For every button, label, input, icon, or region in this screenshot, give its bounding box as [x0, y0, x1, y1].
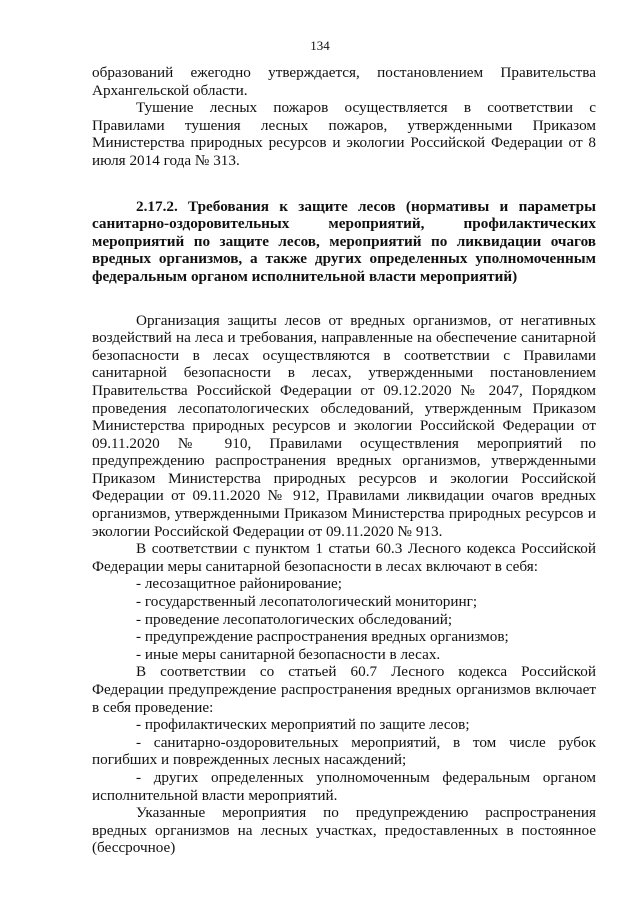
page-number: 134	[310, 38, 330, 53]
list-item: - санитарно-оздоровительных мероприятий, в том числе рубок погибших и поврежденных лесных насаждений;	[92, 733, 596, 769]
list-item: - иные меры санитарной безопасности в лесах.	[136, 645, 441, 663]
section-heading: 2.17.2. Требования к защите лесов (нормативы и параметры санитарно-оздоровительных мероприятий, профилактических мероприятий по защите лесов, мероприятий по ликвидации очагов вредных организмов, а также других определенных уполномоченным федеральным органом исполнительной власти мероприятий)	[92, 197, 596, 285]
paragraph-continuation: образований ежегодно утверждается, постановлением Правительства Архангельской области.	[92, 64, 596, 99]
list-sanitary-measures	[92, 575, 596, 663]
list-item: - лесозащитное районирование;	[136, 575, 342, 593]
paragraph-sanitary-measures: В соответствии с пунктом 1 статьи 60.3 Лесного кодекса Российской Федерации меры санитарной безопасности в лесах включают в себя:	[92, 540, 596, 575]
list-item: - государственный лесопатологический мониторинг;	[136, 593, 478, 611]
paragraph-fire-suppression: Тушение лесных пожаров осуществляется в соответствии с Правилами тушения лесных пожаров, утвержденными Приказом Министерства природных ресурсов и экологии Российской Федерации от 8 июля 2014 года № 313.	[92, 99, 596, 169]
list-item: - предупреждение распространения вредных организмов;	[136, 628, 509, 646]
list-item: - проведение лесопатологических обследований;	[136, 610, 453, 628]
list-item: - профилактических мероприятий по защите лесов;	[136, 716, 470, 734]
paragraph-measures-on-plots: Указанные мероприятия по предупреждению распространения вредных организмов на лесных участках, предоставленных в постоянное (бессрочное)	[92, 804, 596, 857]
list-item: - других определенных уполномоченным федеральным органом исполнительной власти мероприятий.	[92, 768, 596, 804]
paragraph-forest-protection: Организация защиты лесов от вредных организмов, от негативных воздействий на леса и требования, направленные на обеспечение санитарной безопасности в лесах осуществляются в соответствии с Правилами санитарной безопасности в лесах, утвержденными постановлением Правительства Российской Федерации от 09.12.2020 № 2047, Порядком проведения лесопатологических обследований, утвержденным Приказом Министерства природных ресурсов и экологии Российской Федерации от 09.11.2020 № 910, Правилами осуществления мероприятий по предупреждению распространения вредных организмов, утвержденными Приказом Министерства природных ресурсов и экологии Российской Федерации от 09.11.2020 № 912, Правилами ликвидации очагов вредных организмов, утвержденными Приказом Министерства природных ресурсов и экологии Российской Федерации от 09.11.2020 № 913.	[92, 311, 596, 540]
list-prevention-measures	[92, 716, 596, 804]
document-body	[92, 64, 596, 857]
paragraph-prevention: В соответствии со статьей 60.7 Лесного кодекса Российской Федерации предупреждение распространения вредных организмов включает в себя проведение:	[92, 663, 596, 716]
